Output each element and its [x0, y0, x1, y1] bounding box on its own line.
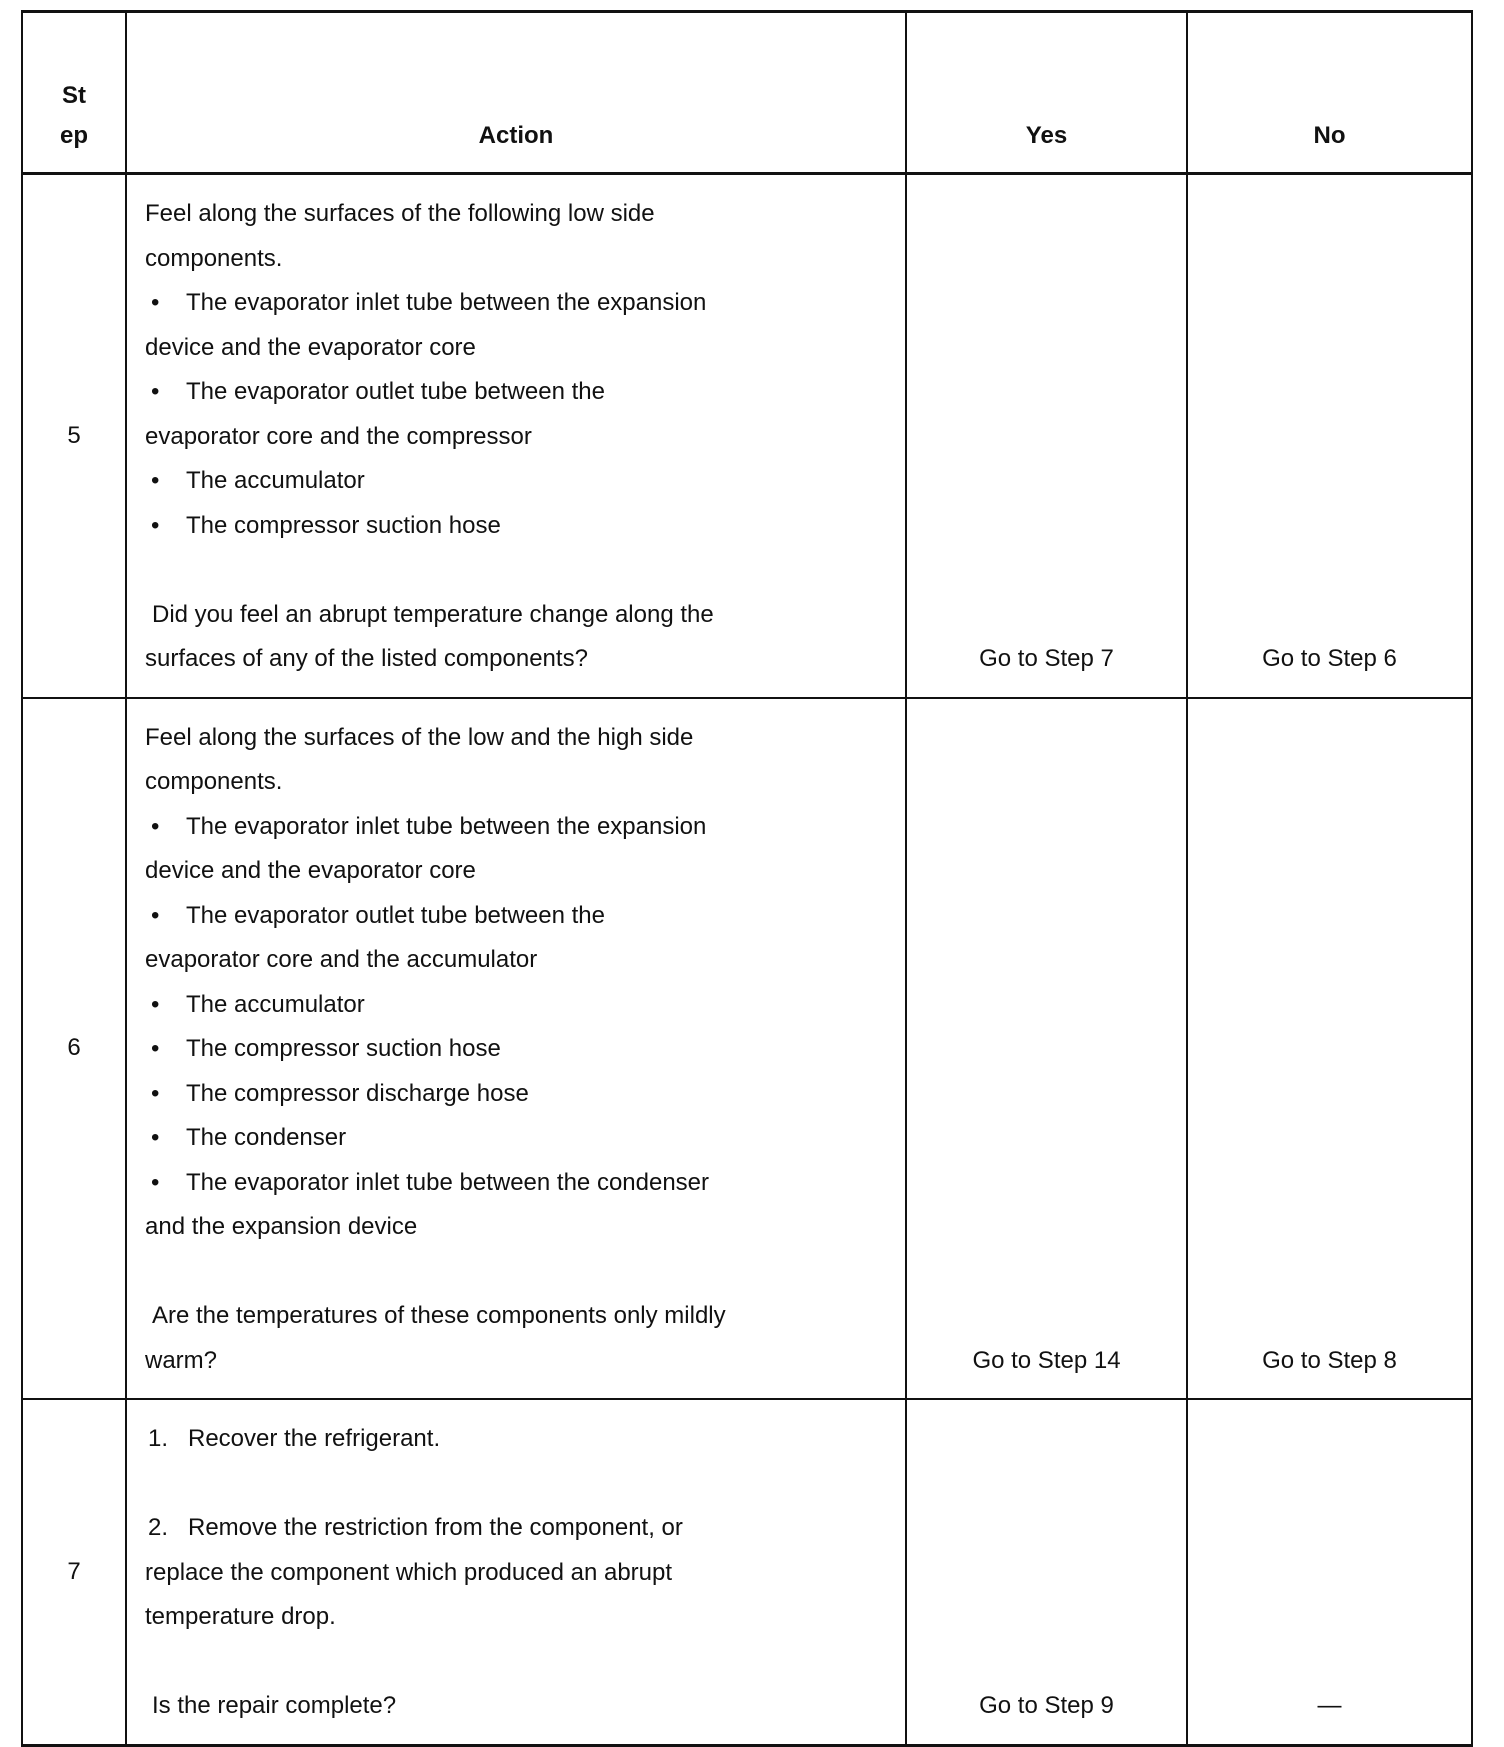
- header-action: Action: [126, 12, 906, 174]
- bullet-icon: •: [151, 289, 160, 316]
- numbered-item: [145, 1417, 895, 1462]
- item-text: The evaporator outlet tube between the: [186, 901, 605, 929]
- action-text-line: surfaces of any of the listed components?: [145, 645, 588, 672]
- bullet-item: [145, 504, 895, 549]
- item-text: The evaporator inlet tube between the expansion: [186, 812, 707, 840]
- bullet-icon: •: [151, 990, 160, 1018]
- item-text: The evaporator outlet tube between the: [186, 378, 605, 405]
- item-number: 1.: [148, 1425, 169, 1452]
- yes-result: Go to Step 9: [906, 1399, 1187, 1745]
- item-text: The compressor suction hose: [186, 511, 501, 539]
- bullet-icon: •: [151, 467, 160, 494]
- action-text-line: temperature drop.: [145, 1603, 336, 1630]
- bullet-icon: •: [151, 378, 160, 405]
- action-text-line: Feel along the surfaces of the low and the high side: [145, 723, 694, 751]
- bullet-item: [145, 1116, 895, 1161]
- yes-result: Go to Step 14: [906, 698, 1187, 1400]
- item-text: The accumulator: [186, 467, 365, 494]
- item-text: The condenser: [186, 1124, 347, 1151]
- action-cell: [126, 698, 906, 1400]
- action-text-line: and the expansion device: [145, 1213, 418, 1240]
- action-text-line: warm?: [145, 1346, 218, 1374]
- action-text-line: evaporator core and the compressor: [145, 422, 532, 450]
- bullet-item: [145, 805, 895, 850]
- item-text: The evaporator inlet tube between the expansion: [186, 289, 707, 316]
- bullet-item: [145, 281, 895, 326]
- bullet-item: [145, 983, 895, 1028]
- table-row-step-7: [22, 1399, 1472, 1745]
- bullet-item: [145, 894, 895, 939]
- action-text-line: [145, 1462, 895, 1507]
- action-text-line: [145, 1640, 895, 1685]
- action-cell: [126, 1399, 906, 1745]
- bullet-icon: •: [151, 1079, 160, 1107]
- header-row: [22, 12, 1472, 174]
- item-text: The compressor suction hose: [186, 1035, 501, 1062]
- action-text-line: Is the repair complete?: [152, 1692, 397, 1719]
- action-text-line: Are the temperatures of these components only mildly: [152, 1302, 726, 1329]
- no-result: —: [1187, 1399, 1472, 1745]
- item-text: The compressor discharge hose: [186, 1079, 529, 1107]
- bullet-icon: •: [151, 812, 160, 840]
- bullet-item: [145, 1161, 895, 1206]
- header-step-line: ep: [59, 122, 88, 149]
- table-row-step-5: [22, 174, 1472, 698]
- header-step: [22, 12, 126, 174]
- bullet-item: [145, 1072, 895, 1117]
- bullet-icon: •: [151, 1035, 160, 1062]
- bullet-item: [145, 459, 895, 504]
- bullet-icon: •: [151, 511, 160, 539]
- step-number: 6: [22, 698, 126, 1400]
- bullet-item: [145, 1027, 895, 1072]
- action-text-line: device and the evaporator core: [145, 333, 476, 361]
- no-result: Go to Step 6: [1187, 174, 1472, 698]
- action-text-line: evaporator core and the accumulator: [145, 946, 538, 973]
- no-result: Go to Step 8: [1187, 698, 1472, 1400]
- diagnostic-table: [21, 10, 1473, 1747]
- item-text: The evaporator inlet tube between the condenser: [186, 1168, 710, 1196]
- item-text: The accumulator: [186, 990, 365, 1018]
- item-text: Recover the refrigerant.: [188, 1425, 441, 1452]
- step-number: 7: [22, 1399, 126, 1745]
- bullet-icon: •: [151, 1168, 160, 1196]
- action-text-line: replace the component which produced an abrupt: [145, 1558, 673, 1586]
- table-row-step-6: [22, 698, 1472, 1400]
- bullet-icon: •: [151, 1124, 160, 1151]
- action-text-line: Feel along the surfaces of the following low side: [145, 200, 655, 227]
- header-step-line: St: [62, 82, 86, 109]
- action-text-line: components.: [145, 768, 283, 795]
- action-text-line: device and the evaporator core: [145, 857, 476, 884]
- action-cell: [126, 174, 906, 698]
- step-number: 5: [22, 174, 126, 698]
- action-text-line: [145, 548, 895, 593]
- numbered-item: [145, 1506, 895, 1551]
- bullet-item: [145, 370, 895, 415]
- bullet-icon: •: [151, 901, 160, 929]
- header-no: No: [1187, 12, 1472, 174]
- action-text-line: components.: [145, 244, 283, 272]
- action-text-line: [145, 1250, 895, 1295]
- yes-result: Go to Step 7: [906, 174, 1187, 698]
- action-text-line: Did you feel an abrupt temperature change along the: [152, 600, 714, 628]
- header-yes: Yes: [906, 12, 1187, 174]
- item-text: Remove the restriction from the component, or: [188, 1514, 683, 1541]
- item-number: 2.: [148, 1514, 169, 1541]
